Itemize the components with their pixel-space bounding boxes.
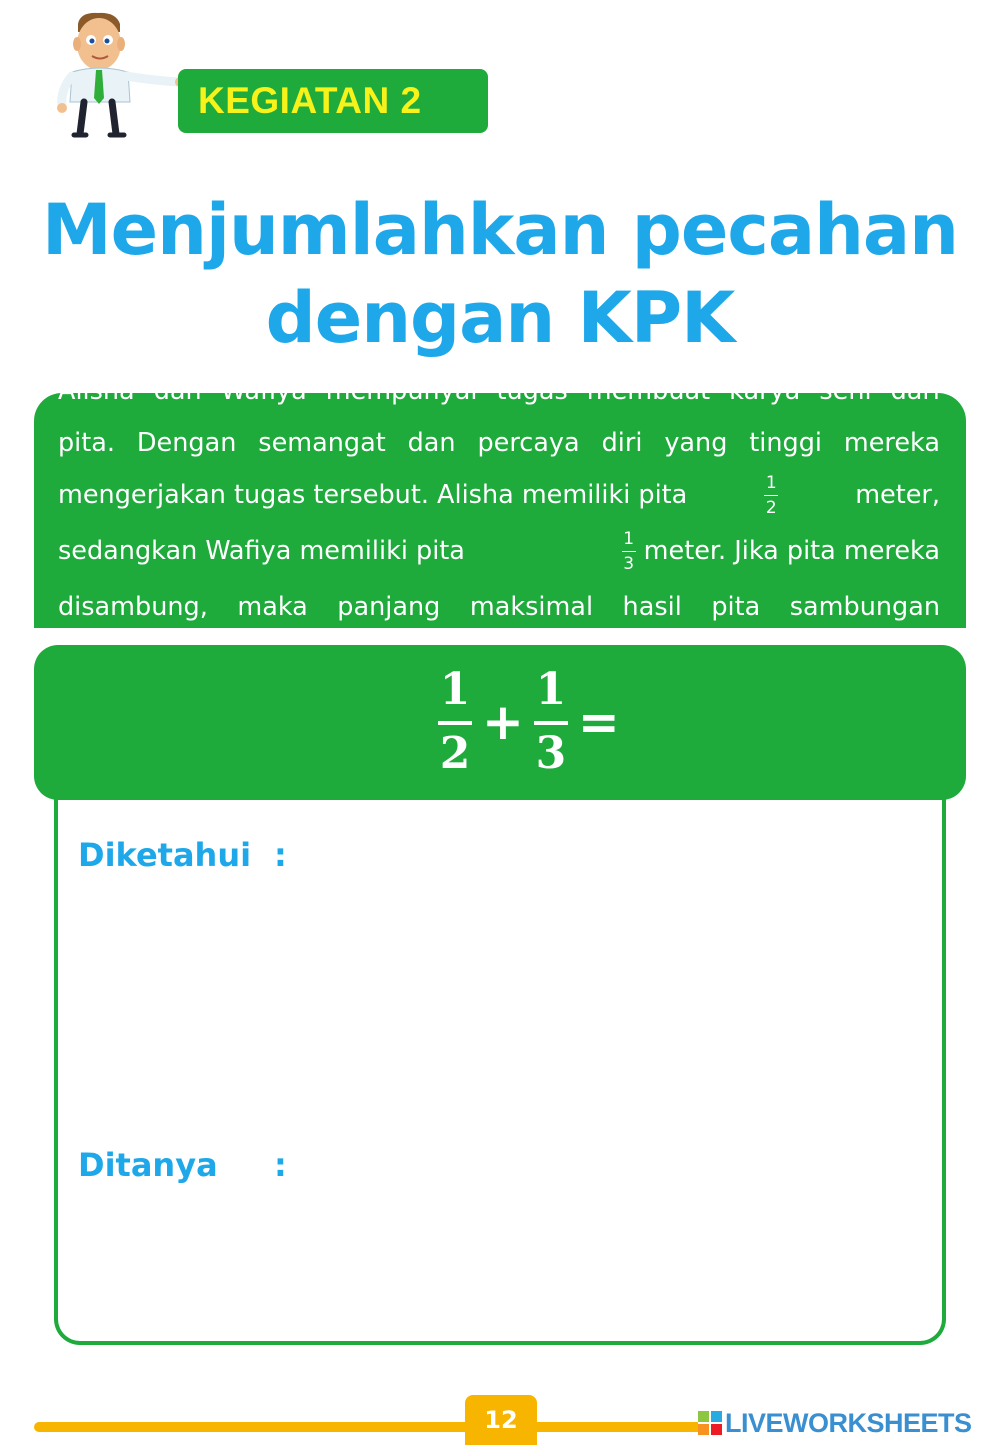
liveworksheets-logo-icon xyxy=(698,1411,722,1435)
fraction-denominator: 2 xyxy=(439,728,471,779)
known-colon: : xyxy=(274,836,287,874)
story-text xyxy=(58,365,940,685)
fraction-numerator: 1 xyxy=(535,664,567,715)
fraction-numerator: 1 xyxy=(439,664,471,715)
story-segment: meter, xyxy=(855,480,940,510)
asked-label: Ditanya xyxy=(78,1146,218,1184)
story-line xyxy=(58,525,940,581)
inline-fraction-half xyxy=(764,473,778,518)
fraction-denominator: 3 xyxy=(623,553,635,574)
equation-box xyxy=(34,645,966,800)
story-problem-box xyxy=(34,376,966,628)
page-number: 12 xyxy=(465,1395,537,1445)
inline-fraction-third xyxy=(622,529,636,574)
story-line xyxy=(58,469,940,525)
fraction-denominator: 3 xyxy=(535,728,567,779)
equation xyxy=(438,665,630,779)
story-line: pita. Dengan semangat dan percaya diri yang tinggi mereka xyxy=(58,428,940,458)
fraction-denominator: 2 xyxy=(765,497,777,518)
story-segment: meter. Jika pita mereka xyxy=(643,536,940,566)
story-segment: sedangkan Wafiya memiliki pita xyxy=(58,536,465,566)
equals-sign: = xyxy=(577,693,620,751)
page-title xyxy=(0,186,1000,362)
brand-name: LIVEWORKSHEETS xyxy=(725,1407,972,1438)
asked-colon: : xyxy=(274,1146,287,1184)
known-label: Diketahui xyxy=(78,836,252,874)
title-line-1: Menjumlahkan pecahan xyxy=(41,189,958,271)
story-segment: mengerjakan tugas tersebut. Alisha memiliki pita xyxy=(58,480,688,510)
story-line: disambung, maka panjang maksimal hasil pita sambungan xyxy=(58,592,940,622)
plus-sign: + xyxy=(482,693,524,751)
fraction-one-third xyxy=(534,665,568,779)
story-line: Alisha dan Wafiya mempunyai tugas membuat karya seni dari xyxy=(58,376,940,406)
teacher-mascot-illustration xyxy=(50,10,190,140)
fraction-numerator: 1 xyxy=(765,472,777,493)
answer-area[interactable] xyxy=(54,760,946,1345)
fraction-numerator: 1 xyxy=(623,528,635,549)
title-line-2: dengan KPK xyxy=(265,277,735,359)
activity-badge: KEGIATAN 2 xyxy=(178,69,488,133)
brand-logo[interactable] xyxy=(698,1406,978,1440)
fraction-one-half xyxy=(438,665,472,779)
